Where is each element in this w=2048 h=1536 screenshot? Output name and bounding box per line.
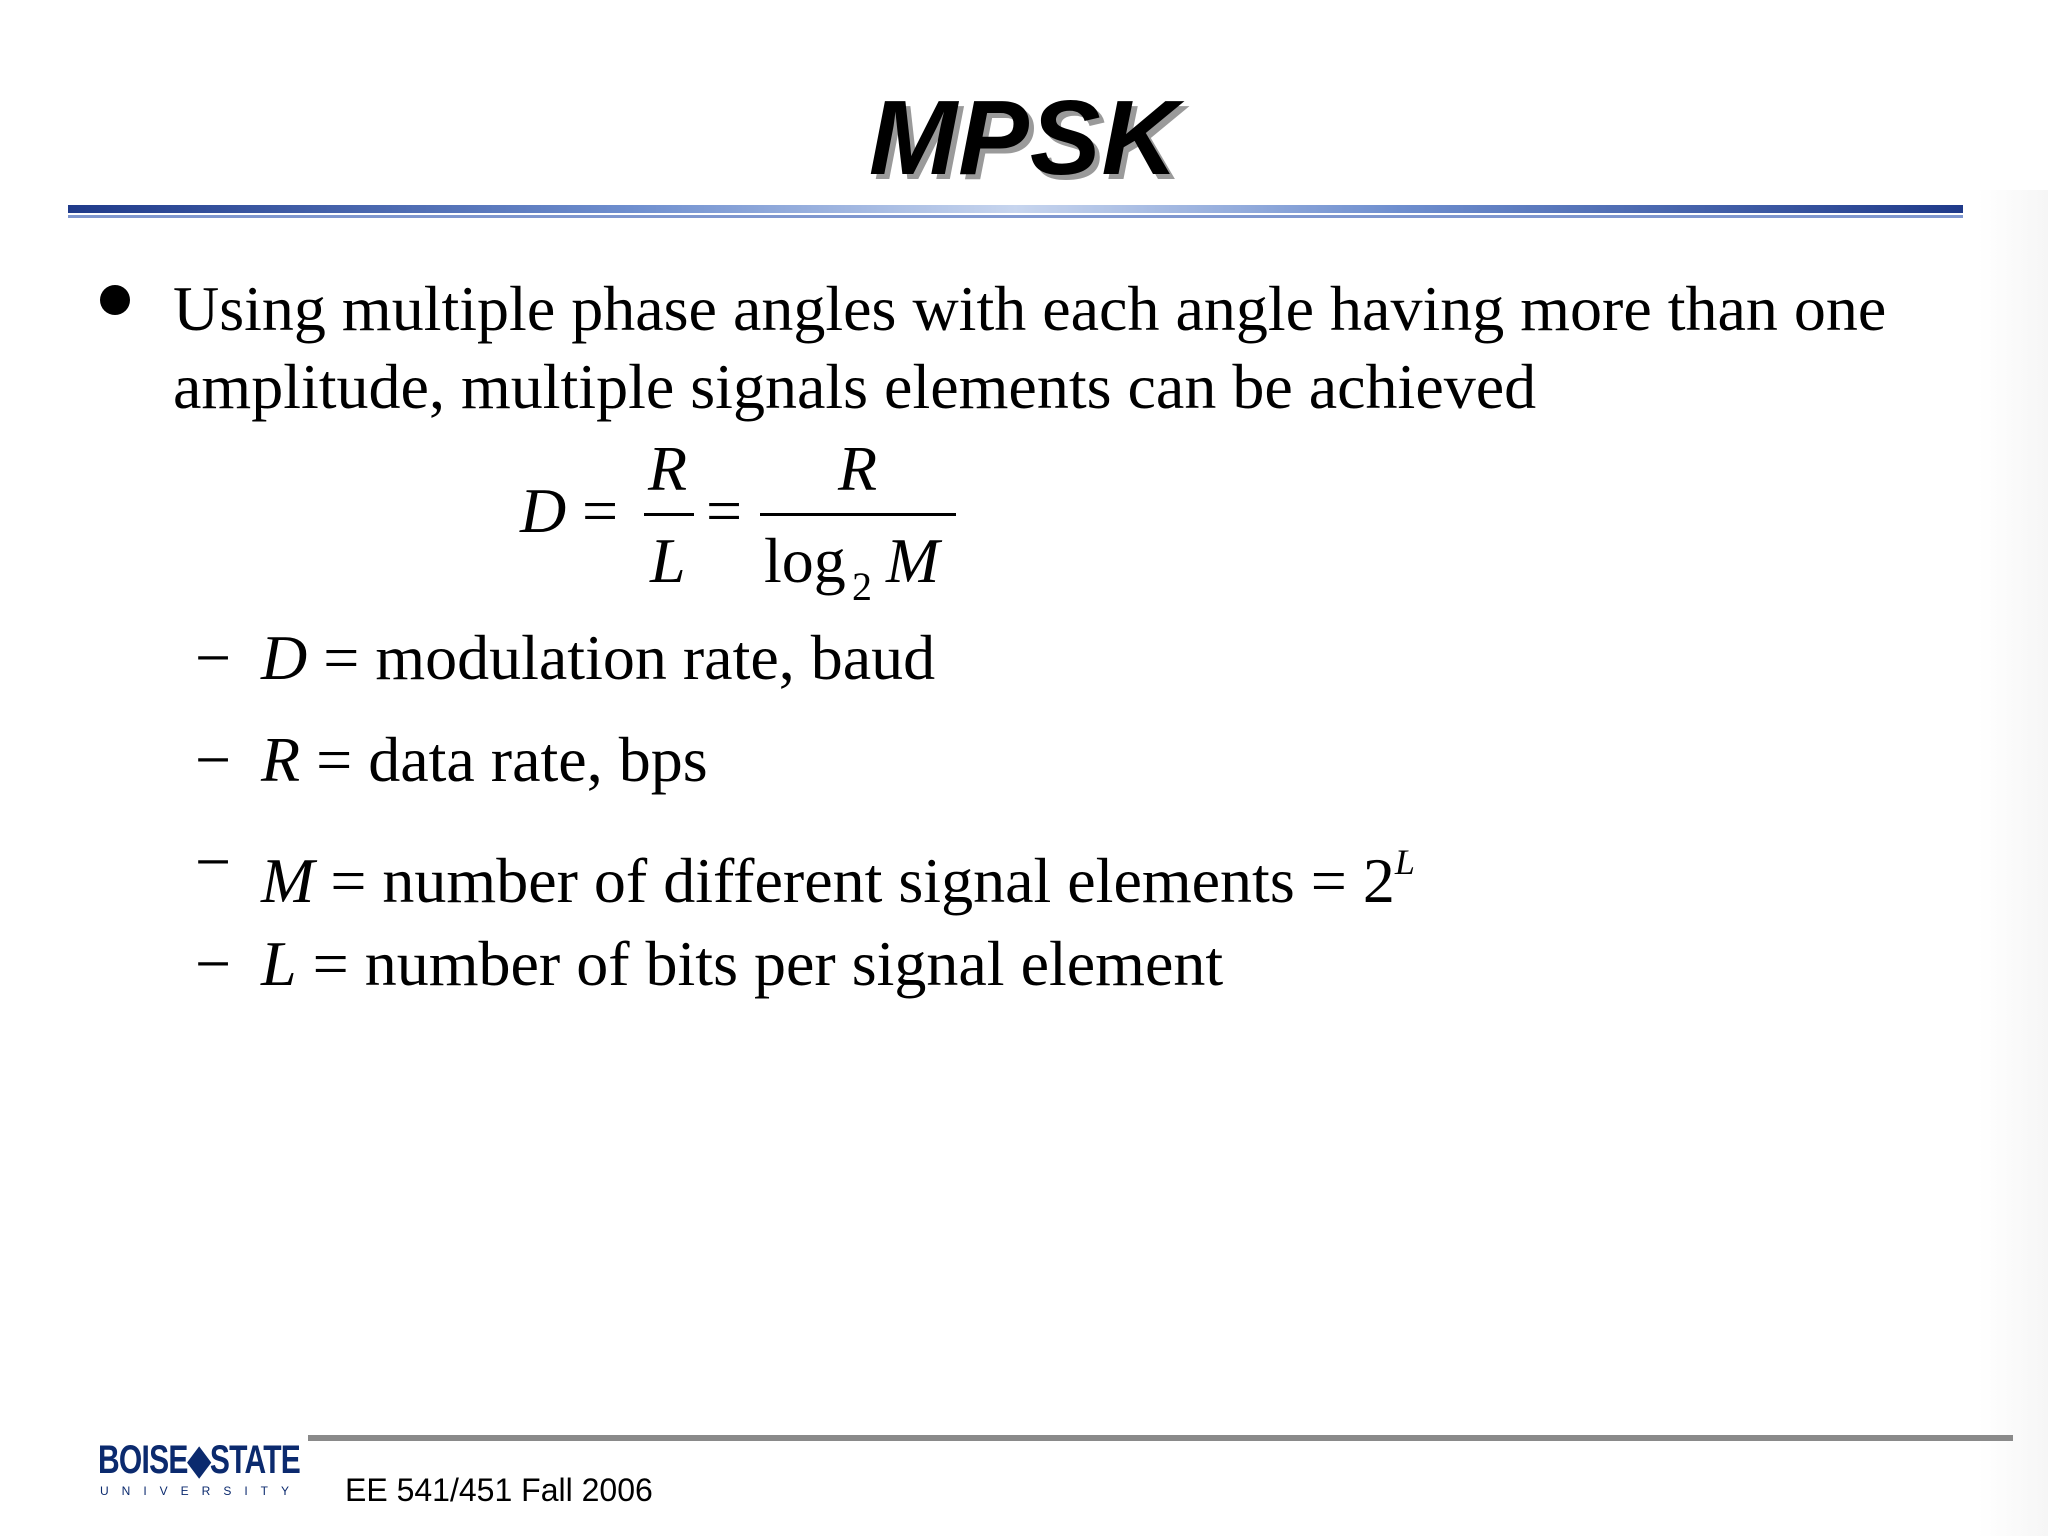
definition-symbol: M — [261, 845, 315, 916]
definition-superscript: L — [1394, 842, 1415, 882]
slide-right-shade — [1978, 190, 2048, 1536]
definition-text: = number of different signal elements = 2 — [314, 845, 1395, 916]
definition-symbol: L — [261, 928, 297, 999]
logo-wordmark: BOISE◆STATE — [98, 1438, 301, 1482]
bullet-text: Using multiple phase angles with each angle having more than one amplitude, multiple signals elements can be achieved — [173, 273, 1887, 422]
eq-equals-1: = — [582, 475, 619, 546]
boise-state-logo — [98, 1438, 303, 1500]
definition-dash: − — [195, 724, 232, 795]
slide-title: MPSK — [868, 79, 1180, 197]
eq-frac2-bar — [760, 513, 956, 516]
eq-frac1-denominator: L — [650, 525, 686, 596]
definition-text: = data rate, bps — [300, 724, 708, 795]
definition-dash: − — [195, 622, 232, 693]
eq-equals-2: = — [706, 475, 743, 546]
definition-text: = number of bits per signal element — [296, 928, 1224, 999]
eq-lhs: D — [520, 475, 567, 546]
definition-symbol: R — [261, 724, 301, 795]
logo-subtext: UNIVERSITY — [100, 1484, 303, 1498]
definition-body — [261, 622, 935, 694]
eq-frac1-numerator: R — [648, 433, 688, 504]
eq-frac2-numerator: R — [838, 433, 878, 504]
eq-frac2-denominator-var: M — [886, 525, 940, 596]
footer-course-label: EE 541/451 Fall 2006 — [345, 1472, 653, 1508]
equation — [520, 433, 980, 609]
eq-log: log — [764, 525, 846, 596]
footer-divider — [308, 1435, 2013, 1441]
eq-log-base: 2 — [852, 564, 872, 609]
definition-body — [261, 724, 708, 796]
eq-frac1-bar — [644, 513, 694, 516]
definition-dash: − — [195, 826, 232, 897]
definition-dash: − — [195, 928, 232, 999]
definition-body — [261, 826, 1415, 917]
bullet-dot — [100, 285, 130, 315]
definition-symbol: D — [261, 622, 308, 693]
definition-body — [261, 928, 1223, 1000]
title-divider — [68, 203, 1963, 223]
definition-text: = modulation rate, baud — [307, 622, 936, 693]
